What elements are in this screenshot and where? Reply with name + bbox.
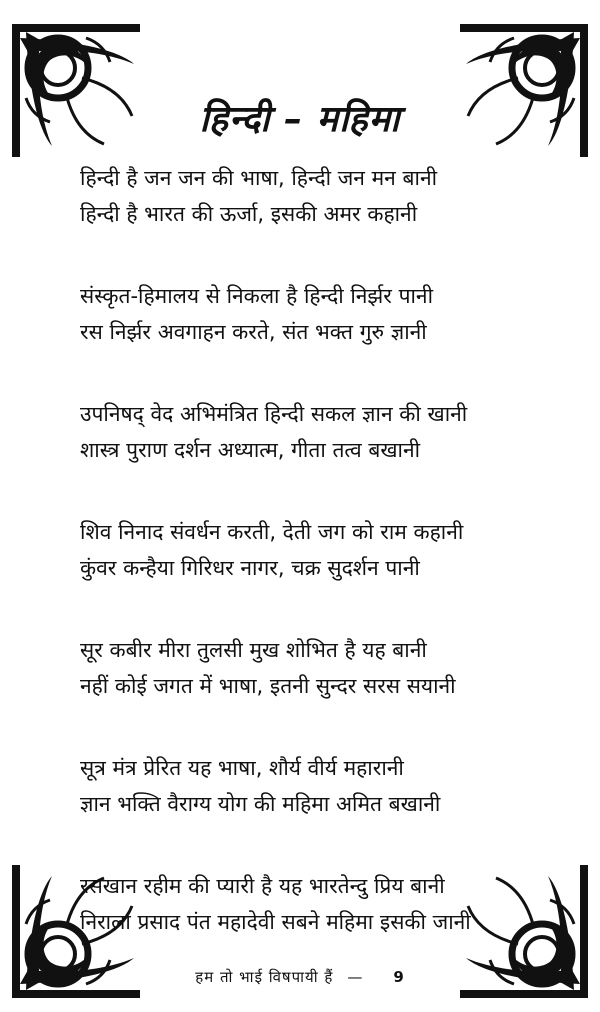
stanza — [80, 632, 540, 750]
poem-body — [80, 160, 540, 986]
page-number: 9 — [393, 968, 405, 986]
poem-line: रस निर्झर अवगाहन करते, संत भक्त गुरु ज्ञानी — [80, 320, 427, 344]
stanza — [80, 278, 540, 396]
poem-line: उपनिषद् वेद अभिमंत्रित हिन्दी सकल ज्ञान की खानी — [80, 402, 468, 426]
poem-line: ज्ञान भक्ति वैराग्य योग की महिमा अमित बखानी — [80, 792, 441, 816]
poem-line: सूत्र मंत्र प्रेरित यह भाषा, शौर्य वीर्य महारानी — [80, 756, 404, 780]
stanza — [80, 750, 540, 868]
poem-line: संस्कृत-हिमालय से निकला है हिन्दी निर्झर पानी — [80, 284, 434, 308]
running-title: हम तो भाई विषपायी हैं — [195, 968, 334, 986]
poem-line: नहीं कोई जगत में भाषा, इतनी सुन्दर सरस सयानी — [80, 674, 456, 698]
poem-line: शिव निनाद संवर्धन करती, देती जग को राम कहानी — [80, 520, 464, 544]
footer-separator: — — [347, 968, 364, 986]
poem-line: शास्त्र पुराण दर्शन अध्यात्म, गीता तत्व बखानी — [80, 438, 421, 462]
page-footer — [0, 962, 600, 992]
poem-line: हिन्दी है भारत की ऊर्जा, इसकी अमर कहानी — [80, 202, 418, 226]
poem-line: कुंवर कन्हैया गिरिधर नागर, चक्र सुदर्शन पानी — [80, 556, 420, 580]
poem-line: रसखान रहीम की प्यारी है यह भारतेन्दु प्रिय बानी — [80, 874, 445, 898]
poem-line: निराला प्रसाद पंत महादेवी सबने महिमा इसकी जानी — [80, 910, 471, 934]
poem-title: हिन्दी – महिमा — [199, 99, 401, 141]
poem-line: सूर कबीर मीरा तुलसी मुख शोभित है यह बानी — [80, 638, 427, 662]
stanza — [80, 514, 540, 632]
stanza — [80, 396, 540, 514]
stanza — [80, 160, 540, 278]
poem-line: हिन्दी है जन जन की भाषा, हिन्दी जन मन बानी — [80, 166, 438, 190]
